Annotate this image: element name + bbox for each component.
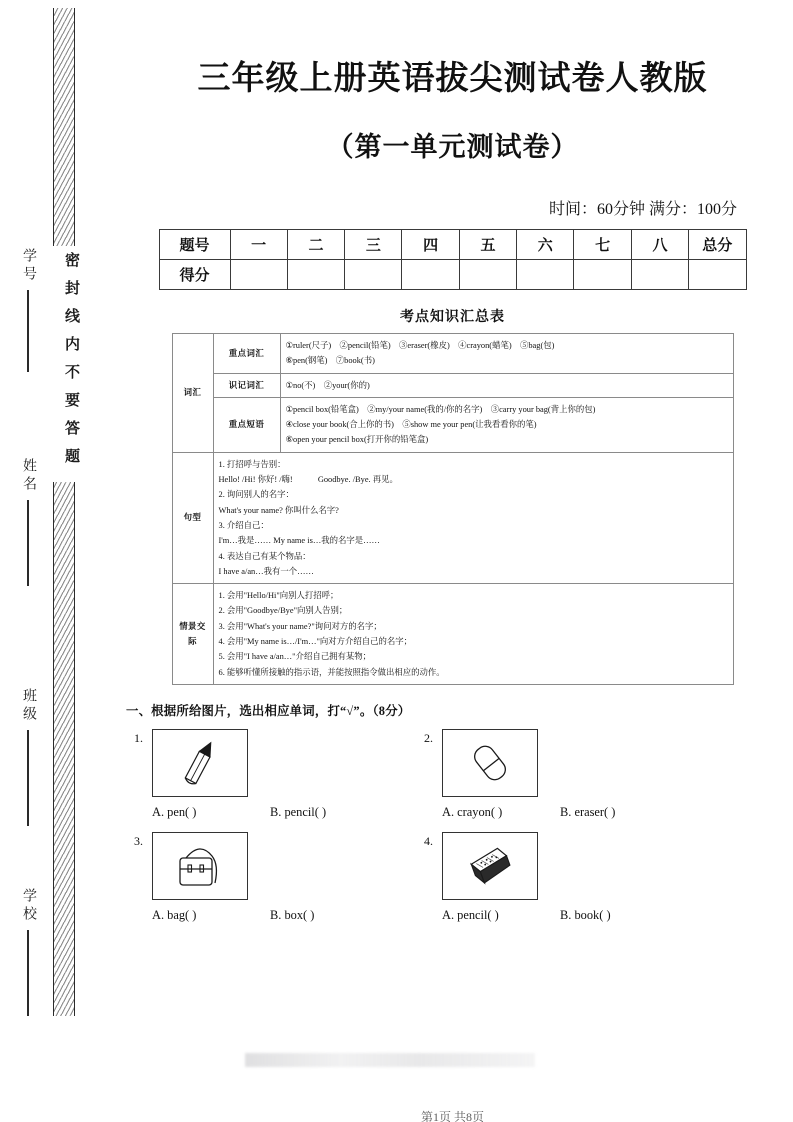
knowledge-category-vocab: 词汇 xyxy=(172,334,213,453)
book-icon xyxy=(459,840,521,892)
knowledge-line: I have a/an…我有一个…… xyxy=(218,566,314,576)
score-col-5: 五 xyxy=(459,230,516,260)
question-options-3 xyxy=(134,908,424,923)
score-cell-1[interactable] xyxy=(230,260,287,290)
score-cell-3[interactable] xyxy=(345,260,402,290)
score-table-wrapper xyxy=(159,229,747,290)
seal-line-sidebar xyxy=(0,0,112,1122)
score-col-8: 八 xyxy=(631,230,688,260)
knowledge-content-key-words xyxy=(280,334,733,374)
score-col-4: 四 xyxy=(402,230,459,260)
question-number-1: 1. xyxy=(134,730,143,745)
knowledge-subrow-label-recognize-words: 识记词汇 xyxy=(213,373,280,397)
seal-line-text: 密封线内不要答题 xyxy=(46,246,82,482)
exam-content xyxy=(112,0,793,1122)
question-number-4: 4. xyxy=(424,833,433,848)
knowledge-line: ①pencil box(铅笔盒) ②my/your name(我的/你的名字) ③carry your bag(背上你的包) xyxy=(285,404,596,414)
knowledge-table xyxy=(172,333,734,685)
school-field[interactable] xyxy=(8,888,48,1016)
score-cell-6[interactable] xyxy=(517,260,574,290)
knowledge-content-sentence-patterns xyxy=(213,452,733,583)
knowledge-line: What's your name? 你叫什么名字? xyxy=(218,505,339,515)
knowledge-line: Hello! /Hi! 你好! /嗨! Goodbye. /Bye. 再见。 xyxy=(218,475,398,485)
score-cell-5[interactable] xyxy=(459,260,516,290)
knowledge-category-situational-communication: 情景交际 xyxy=(172,584,213,685)
option-a-1[interactable]: A. pen( ) xyxy=(152,804,197,819)
score-col-7: 七 xyxy=(574,230,631,260)
question-item-1 xyxy=(134,729,424,820)
option-a-3[interactable]: A. bag( ) xyxy=(152,907,197,922)
class-field[interactable] xyxy=(8,688,48,826)
score-cell-7[interactable] xyxy=(574,260,631,290)
knowledge-line: ⑥open your pencil box(打开你的铅笔盒) xyxy=(285,435,429,445)
option-b-1[interactable]: B. pencil( ) xyxy=(270,804,327,819)
table-row-vocab-key xyxy=(172,334,733,374)
knowledge-line: ④close your book(合上你的书) ⑤show me your pen(让我看看你的笔) xyxy=(285,420,537,430)
knowledge-line: 3. 介绍自己： xyxy=(218,520,269,530)
question-item-4 xyxy=(424,832,714,923)
table-row-situational-communication xyxy=(172,584,733,685)
knowledge-table-title: 考点知识汇总表 xyxy=(400,310,505,325)
score-row-label-score: 得分 xyxy=(159,260,230,290)
student-name-label: 姓名 xyxy=(21,458,36,494)
class-rule xyxy=(27,730,28,826)
question-item-3 xyxy=(134,832,424,923)
score-cell-4[interactable] xyxy=(402,260,459,290)
question-options-1 xyxy=(134,805,424,820)
knowledge-line: 3. 会用"What's your name?"询问对方的名字； xyxy=(218,621,382,631)
question-number-3: 3. xyxy=(134,833,143,848)
knowledge-line: ①ruler(尺子) ②pencil(铅笔) ③eraser(橡皮) ④crayon(蜡笔) ⑤bag(包) xyxy=(285,341,555,350)
question-number-2: 2. xyxy=(424,730,433,745)
question-image-box-1 xyxy=(152,729,248,797)
question-options-2 xyxy=(424,805,714,820)
question-options-4 xyxy=(424,908,714,923)
seal-hatch-band xyxy=(53,8,75,1016)
question-item-2 xyxy=(424,729,714,820)
section-one-heading: 一、根据所给图片，选出相应单词，打“√”。（8分） xyxy=(126,703,411,718)
knowledge-table-wrapper xyxy=(172,333,734,685)
knowledge-line: 4. 会用"My name is…/I'm…"向对方介绍自己的名字； xyxy=(218,637,413,647)
student-name-rule xyxy=(27,500,28,586)
score-cell-2[interactable] xyxy=(287,260,344,290)
score-row-label-question: 题号 xyxy=(159,230,230,260)
page-subtitle: （第一单元测试卷） xyxy=(326,132,579,163)
page-footer: 第1页 共8页 xyxy=(420,1110,484,1122)
knowledge-subrow-label-key-phrases: 重点短语 xyxy=(213,397,280,452)
eraser-icon xyxy=(461,736,519,790)
table-row-sentence-patterns xyxy=(172,452,733,583)
option-a-4[interactable]: A. pencil( ) xyxy=(442,907,499,922)
knowledge-line: 2. 会用"Goodbye/Bye"向别人告别； xyxy=(218,606,348,616)
student-id-rule xyxy=(27,290,28,372)
knowledge-content-recognize-words xyxy=(280,373,733,397)
knowledge-line: 4. 表达自己有某个物品： xyxy=(218,551,311,561)
score-table xyxy=(159,229,747,290)
knowledge-line: I'm…我是…… My name is…我的名字是…… xyxy=(218,536,380,546)
school-rule xyxy=(27,930,28,1016)
section-one-question-grid xyxy=(112,729,793,923)
knowledge-content-situational-communication xyxy=(213,584,733,685)
knowledge-line: 1. 打招呼与告别： xyxy=(218,459,286,469)
table-row-scores xyxy=(159,260,746,290)
bag-icon xyxy=(168,838,232,894)
table-row-question-numbers xyxy=(159,230,746,260)
page-title: 三年级上册英语拔尖测试卷人教版 xyxy=(197,58,708,97)
knowledge-line: 6. 能够听懂所接触的指示语，并能按照指令做出相应的动作。 xyxy=(218,667,445,677)
knowledge-subrow-label-key-words: 重点词汇 xyxy=(213,334,280,374)
knowledge-category-sentence-patterns: 句型 xyxy=(172,452,213,583)
school-label: 学校 xyxy=(21,888,36,924)
option-a-2[interactable]: A. crayon( ) xyxy=(442,804,503,819)
knowledge-line: ⑥pen(钢笔) ⑦book(书) xyxy=(285,356,375,366)
knowledge-content-key-phrases xyxy=(280,397,733,452)
question-image-box-4 xyxy=(442,832,538,900)
student-id-label: 学号 xyxy=(21,248,36,284)
table-row-vocab-recognize xyxy=(172,373,733,397)
option-b-3[interactable]: B. box( ) xyxy=(270,907,315,922)
student-name-field[interactable] xyxy=(8,458,48,586)
score-col-6: 六 xyxy=(517,230,574,260)
exam-meta-info: 时间：60分钟 满分：100分 xyxy=(548,201,737,218)
score-col-1: 一 xyxy=(230,230,287,260)
class-label: 班级 xyxy=(21,688,36,724)
question-image-box-2 xyxy=(442,729,538,797)
score-col-3: 三 xyxy=(345,230,402,260)
option-b-4[interactable]: B. book( ) xyxy=(560,907,611,922)
knowledge-line: 1. 会用"Hello/Hi"向别人打招呼； xyxy=(218,591,339,601)
watermark-bar xyxy=(245,1053,535,1067)
student-id-field[interactable] xyxy=(8,248,48,372)
option-b-2[interactable]: B. eraser( ) xyxy=(560,804,616,819)
score-cell-total[interactable] xyxy=(689,260,746,290)
question-image-box-3 xyxy=(152,832,248,900)
score-col-total: 总分 xyxy=(689,230,746,260)
pencil-icon xyxy=(169,734,231,792)
knowledge-line: ①no(不) ②your(你的) xyxy=(285,380,370,390)
table-row-vocab-phrases xyxy=(172,397,733,452)
knowledge-line: 2. 询问别人的名字： xyxy=(218,490,294,500)
score-cell-8[interactable] xyxy=(631,260,688,290)
score-col-2: 二 xyxy=(287,230,344,260)
knowledge-line: 5. 会用"I have a/an…"介绍自己拥有某物； xyxy=(218,652,371,662)
